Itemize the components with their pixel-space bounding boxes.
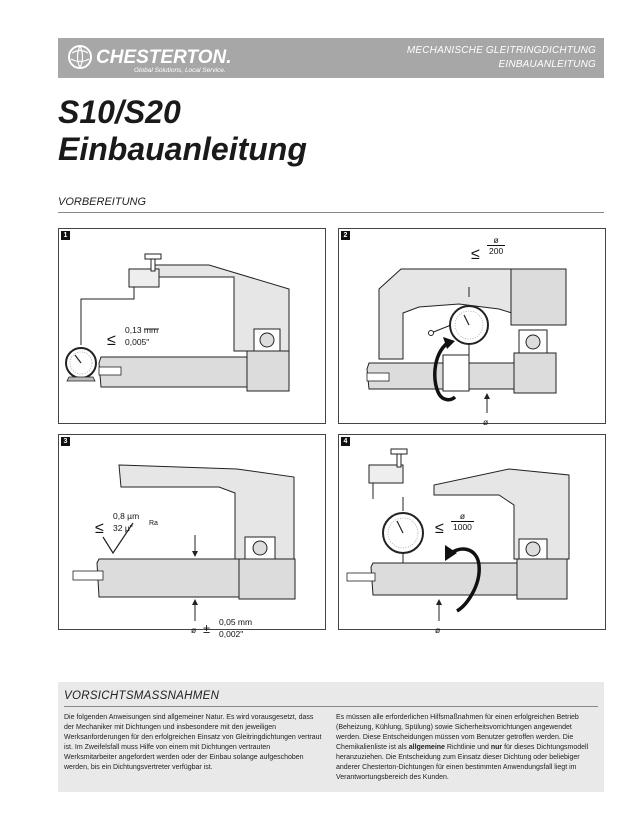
panel-number: 4 (341, 437, 350, 446)
roughness-label-uin: 32 µ" (113, 523, 133, 533)
tolerance-label-inch: 0,002" (219, 629, 244, 639)
diagram-panel-1 (58, 228, 326, 424)
header-line-1: MECHANISCHE GLEITRINGDICHTUNG (406, 45, 596, 56)
roughness-label-um: 0,8 µm (113, 511, 140, 521)
caution-column-2 (336, 713, 596, 783)
tolerance-label-mm: 0,05 mm (219, 617, 253, 627)
caution-text-part: Richtlinie und (444, 744, 491, 751)
header-line-2: EINBAUANLEITUNG (498, 59, 596, 70)
diameter-label: ø (483, 417, 489, 427)
fraction-denominator: 1000 (453, 522, 472, 532)
diameter-label: ø (191, 625, 197, 635)
diagram-panel-2 (338, 228, 606, 427)
caution-column-1: Die folgenden Anweisungen sind allgemeiner Natur. Es wird vorausgesetzt, dass der Mechaniker mit Dichtungen und insbesondere mit den jeweiligen Werksanforderungen für den erfolgreichen Einsatz von Gleitringdichtungen vertraut ist. Im Zweifelsfall muss Hilfe von einem mit Dichtungen vertrauten Werksmitarbeiter angefordert werden oder der Einbau solange aufgeschoben werden, bis ein Dichtungsvertreter verfügbar ist. (64, 714, 322, 771)
caution-emphasis: allgemeine (408, 744, 445, 751)
shaft-runout-diagram (59, 229, 325, 423)
tolerance-label-mm: 0,13 mm (125, 325, 159, 335)
fraction-numerator: ø (459, 511, 466, 521)
caution-text-part: für dieses Dichtungsmodell heranzuziehen. Die Entscheidung zum Einsatz dieser Dichtung oder beliebiger anderer Chesterton-Dichtungen für einen bestimmten Anwendungsfall liegt im Verantwortungsbereich des Kunden. (336, 744, 589, 781)
less-equal-symbol: ≤ (107, 332, 116, 349)
title-line-2: Einbauanleitung (58, 131, 307, 167)
title-line-1: S10/S20 (58, 94, 181, 130)
less-equal-symbol: ≤ (471, 246, 480, 263)
fraction-numerator: ø (493, 235, 499, 245)
caution-text-part: Es müssen alle erforderlichen Hilfsmaßnahmen für einen erfolgreichen Betrieb (Beheizung, Kühlung, Spülung) sowie Sicherheitsvorrichtungen angewendet werden. Diese Entscheidungen müssen vom Benutzer getroffen werden. Die Chemikalienliste ist als (336, 714, 579, 751)
plus-minus-symbol: ± (203, 621, 211, 636)
chesterton-logo (66, 42, 276, 74)
caution-divider (64, 706, 598, 707)
page-title (58, 94, 307, 168)
caution-title: VORSICHTSMASSNAHMEN (64, 690, 220, 702)
tolerance-label-inch: 0,005" (125, 337, 150, 347)
less-equal-symbol: ≤ (435, 520, 444, 537)
shaft-endplay-diagram (339, 435, 605, 629)
panel-number: 1 (61, 231, 70, 240)
endplay-fraction (451, 511, 474, 532)
diagram-panel-3 (58, 434, 326, 639)
section-divider (58, 212, 604, 213)
diagram-panel-4 (338, 434, 606, 635)
section-title: VORBEREITUNG (58, 196, 147, 208)
logo-wordmark: CHESTERTON. (96, 47, 232, 68)
caution-box (58, 682, 604, 792)
diameter-label: ø (435, 625, 441, 635)
ra-label: Ra (149, 520, 158, 527)
fraction-denominator: 200 (489, 246, 504, 256)
runout-fraction (487, 235, 505, 256)
header-doc-type (407, 44, 596, 72)
less-equal-symbol: ≤ (95, 520, 104, 537)
panel-number: 2 (341, 231, 350, 240)
logo-tagline: Global Solutions, Local Service. (134, 67, 226, 74)
caution-emphasis: nur (490, 744, 503, 751)
header-bar (58, 38, 604, 78)
panel-number: 3 (61, 437, 70, 446)
